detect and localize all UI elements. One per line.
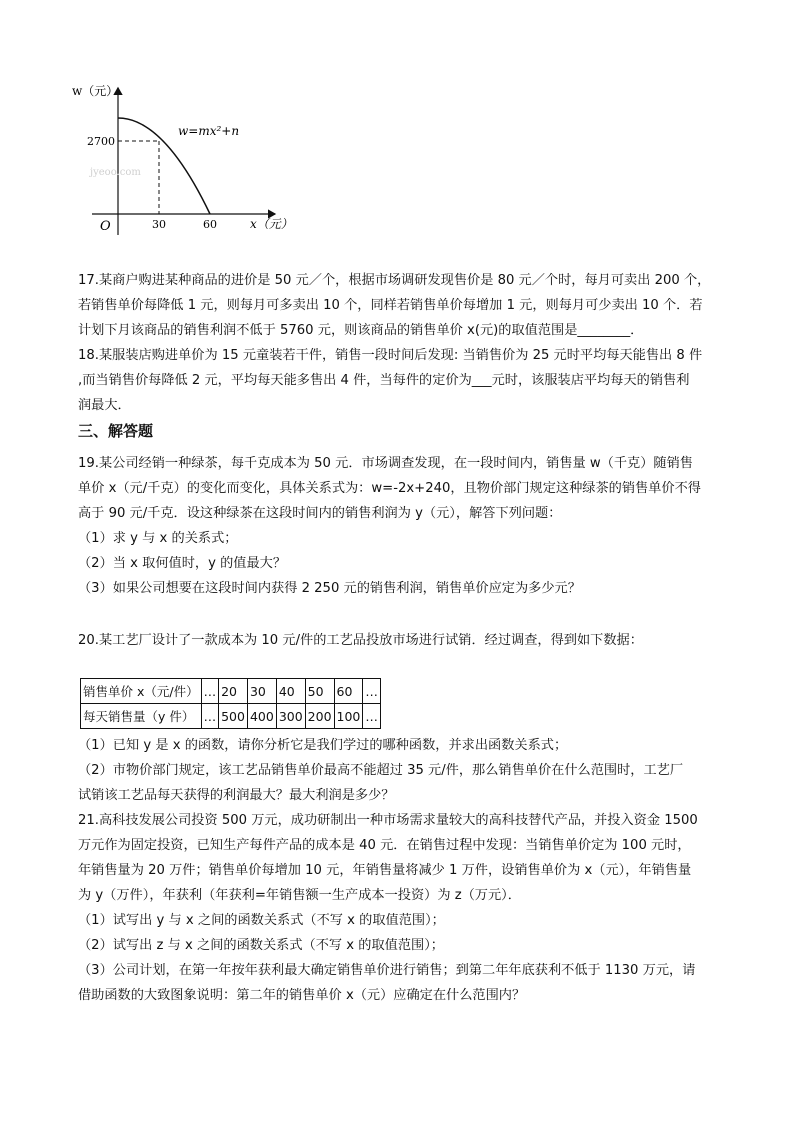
q21-line-2: 万元作为固定投资，已知生产每件产品的成本是 40 元．在销售过程中发现：当销售单价定为 100 元时， [78, 838, 691, 853]
q19-sub-1: （1）求 y 与 x 的关系式； [78, 531, 238, 546]
table-cell: 200 [305, 704, 334, 729]
table-cell: 500 [219, 704, 248, 729]
q19-line-3: 高于 90 元/千克．设这种绿茶在这段时间内的销售利润为 y（元），解答下列问题： [78, 506, 562, 521]
table-row [81, 679, 381, 704]
x-tick-label-30: 30 [152, 218, 166, 231]
watermark: jyeoo.com [90, 167, 141, 178]
q18-line-2: ,而当销售价每降低 2 元，平均每天能多售出 4 件，当每件的定价为___元时，该服装店平均每天的销售利 [78, 373, 690, 388]
q17-line-2: 若销售单价每降低 1 元，则每月可多卖出 10 个，同样若销售单价每增加 1 元，则每月可少卖出 10 个．若 [78, 298, 703, 313]
origin-label: O [100, 219, 111, 234]
q21-sub-3b: 借助函数的大致图象说明：第二年的销售单价 x（元）应确定在什么范围内？ [78, 988, 526, 1003]
q19-line-2: 单价 x（元/千克）的变化而变化，具体关系式为：w=-2x+240，且物价部门规定这种绿茶的销售单价不得 [78, 481, 701, 496]
q20-sub-1: （1）已知 y 是 x 的函数，请你分析它是我们学过的哪种函数，并求出函数关系式； [78, 738, 568, 753]
table-cell: 30 [247, 679, 276, 704]
table-cell: 销售单价 x（元/件） [81, 679, 202, 704]
section-title: 三、解答题 [78, 422, 154, 440]
x-axis-label: x（元） [250, 217, 293, 231]
parabola-graph [70, 80, 300, 240]
y-axis-label: w（元） [72, 84, 119, 98]
table-cell: 300 [276, 704, 305, 729]
q21-sub-3a: （3）公司计划，在第一年按年获利最大确定销售单价进行销售；到第二年年底获利不低于 1130 万元，请 [78, 963, 696, 978]
table-cell: … [201, 704, 219, 729]
x-tick-label-60: 60 [203, 218, 217, 231]
y-tick-label: 2700 [87, 135, 115, 148]
table-cell: 50 [305, 679, 334, 704]
q21-sub-2: （2）试写出 z 与 x 之间的函数关系式（不写 x 的取值范围）； [78, 938, 444, 953]
table-cell: 60 [334, 679, 363, 704]
q20-sub-2b: 试销该工艺品每天获得的利润最大？最大利润是多少？ [78, 788, 395, 803]
sales-data-table [80, 678, 381, 729]
q21-sub-1: （1）试写出 y 与 x 之间的函数关系式（不写 x 的取值范围）； [78, 913, 445, 928]
table-cell: 40 [276, 679, 305, 704]
table-cell: … [363, 704, 381, 729]
table-cell: 400 [247, 704, 276, 729]
q20-sub-2a: （2）市物价部门规定，该工艺品销售单价最高不能超过 35 元/件，那么销售单价在什么范围时，工艺厂 [78, 763, 684, 778]
table-row [81, 704, 381, 729]
table-cell: 20 [219, 679, 248, 704]
q17-line-3: 计划下月该商品的销售利润不低于 5760 元，则该商品的销售单价 x(元)的取值范围是________． [78, 323, 644, 338]
q19-line-1: 19.某公司经销一种绿茶，每千克成本为 50 元．市场调查发现，在一段时间内，销售量 w（千克）随销售 [78, 456, 693, 471]
q18-line-3: 润最大． [78, 398, 131, 413]
q20-line-1: 20.某工艺厂设计了一款成本为 10 元/件的工艺品投放市场进行试销．经过调查，得到如下数据： [78, 633, 643, 648]
q17-line-1: 17.某商户购进某种商品的进价是 50 元／个，根据市场调研发现售价是 80 元／个时，每月可卖出 200 个， [78, 273, 711, 288]
q21-line-4: 为 y（万件），年获利（年获利=年销售额一生产成本一投资）为 z（万元）． [78, 888, 521, 903]
q19-sub-3: （3）如果公司想要在这段时间内获得 2 250 元的销售利润，销售单价应定为多少元？ [78, 581, 581, 596]
q19-sub-2: （2）当 x 取何值时，y 的值最大？ [78, 556, 287, 571]
q21-line-1: 21.高科技发展公司投资 500 万元，成功研制出一种市场需求量较大的高科技替代产品，并投入资金 1500 [78, 813, 698, 828]
table-cell: … [363, 679, 381, 704]
q21-line-3: 年销售量为 20 万件；销售单价每增加 10 元，年销售量将减少 1 万件，设销售单价为 x（元），年销售量 [78, 863, 692, 878]
curve-label: w=mx²+n [178, 124, 240, 138]
table-cell: 100 [334, 704, 363, 729]
table-cell: … [201, 679, 219, 704]
q18-line-1: 18.某服装店购进单价为 15 元童装若干件，销售一段时间后发现: 当销售价为 25 元时平均每天能售出 8 件 [78, 348, 703, 363]
table-cell: 每天销售量（y 件） [81, 704, 202, 729]
